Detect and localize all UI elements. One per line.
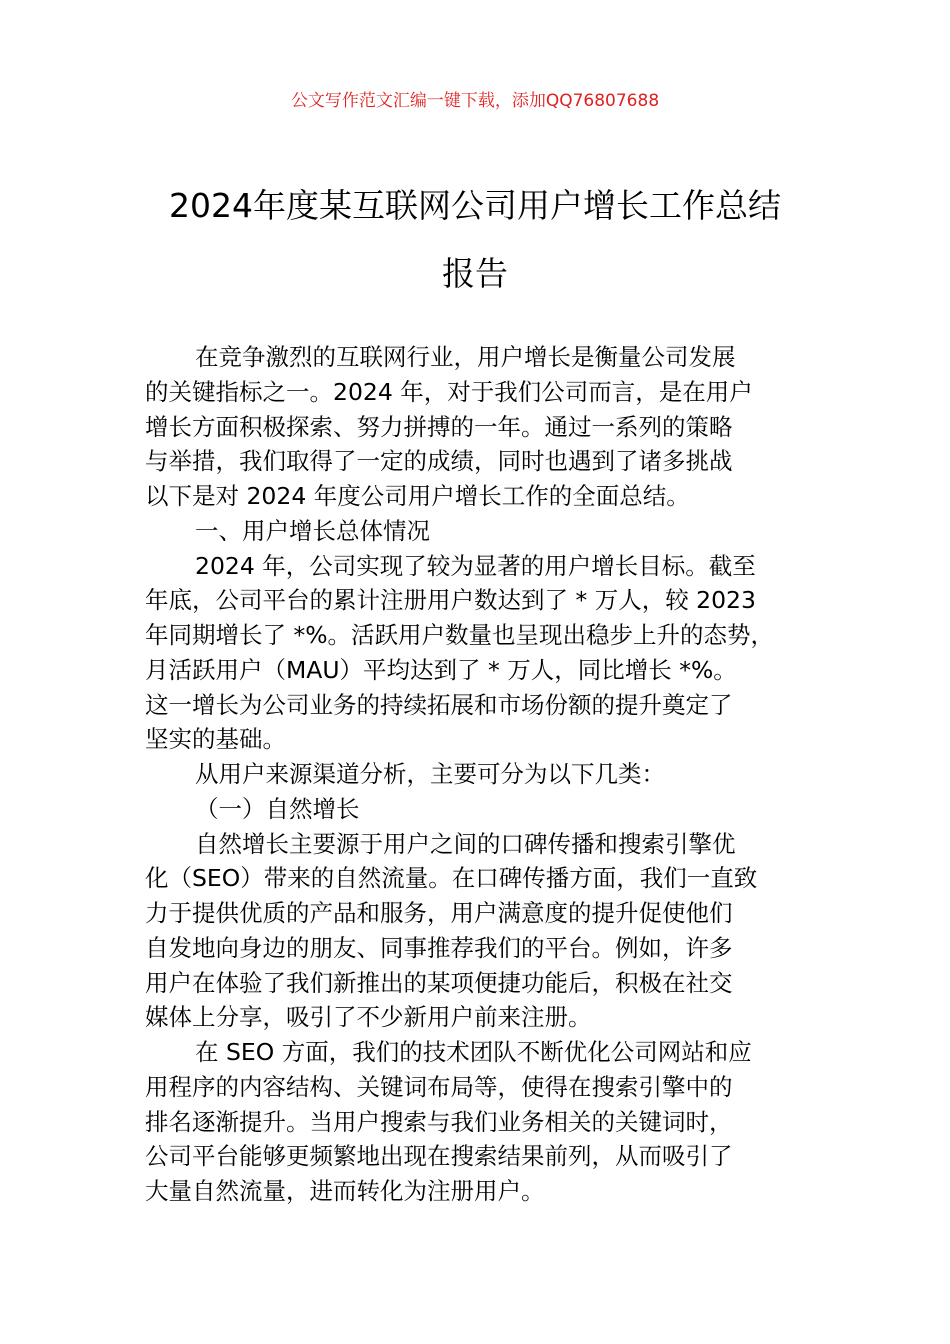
paragraph-line: 年底，公司平台的累计注册用户数达到了 * 万人，较 2023 bbox=[145, 586, 756, 615]
watermark-banner: 公文写作范文汇编一键下载，添加QQ76807688 bbox=[290, 91, 660, 111]
paragraph-line: 自然增长主要源于用户之间的口碑传播和搜索引擎优 bbox=[195, 829, 736, 858]
document-title: 2024年度某互联网公司用户增长工作总结 bbox=[169, 186, 781, 225]
paragraph-line: 自发地向身边的朋友、同事推荐我们的平台。例如，许多 bbox=[145, 933, 733, 962]
paragraph-line: 年同期增长了 *%。活跃用户数量也呈现出稳步上升的态势， bbox=[145, 621, 775, 649]
subsection-heading: （一）自然增长 bbox=[195, 794, 360, 823]
paragraph-line: 从用户来源渠道分析，主要可分为以下几类： bbox=[195, 760, 665, 788]
paragraph-line: 用程序的内容结构、关键词布局等，使得在搜索引擎中的 bbox=[145, 1072, 733, 1101]
paragraph-line: 2024 年，公司实现了较为显著的用户增长目标。截至 bbox=[195, 551, 756, 580]
paragraph-line: 月活跃用户（MAU）平均达到了 * 万人，同比增长 *%。 bbox=[145, 655, 737, 684]
paragraph-line: 坚实的基础。 bbox=[145, 725, 286, 754]
paragraph-line: 这一增长为公司业务的持续拓展和市场份额的提升奠定了 bbox=[145, 690, 733, 719]
document-body bbox=[145, 340, 815, 1209]
paragraph-line: 用户在体验了我们新推出的某项便捷功能后，积极在社交 bbox=[145, 968, 733, 997]
paragraph-line: 化（SEO）带来的自然流量。在口碑传播方面，我们一直致 bbox=[145, 864, 758, 893]
paragraph-line: 排名逐渐提升。当用户搜索与我们业务相关的关键词时， bbox=[145, 1107, 733, 1136]
paragraph-line: 增长方面积极探索、努力拼搏的一年。通过一系列的策略 bbox=[145, 412, 733, 441]
paragraph-line: 以下是对 2024 年度公司用户增长工作的全面总结。 bbox=[145, 482, 690, 510]
paragraph-line: 与举措，我们取得了一定的成绩，同时也遇到了诸多挑战 bbox=[145, 447, 733, 476]
paragraph-line: 的关键指标之一。2024 年，对于我们公司而言，是在用户 bbox=[145, 377, 753, 406]
section-heading: 一、用户增长总体情况 bbox=[195, 516, 430, 545]
document-title-continued: 报告 bbox=[442, 254, 508, 293]
paragraph-line: 在竞争激烈的互联网行业，用户增长是衡量公司发展 bbox=[195, 343, 736, 371]
paragraph-line: 力于提供优质的产品和服务，用户满意度的提升促使他们 bbox=[145, 899, 733, 927]
paragraph-line: 媒体上分享，吸引了不少新用户前来注册。 bbox=[145, 1003, 592, 1032]
paragraph-line: 大量自然流量，进而转化为注册用户。 bbox=[145, 1177, 545, 1205]
paragraph-line: 公司平台能够更频繁地出现在搜索结果前列，从而吸引了 bbox=[145, 1142, 733, 1171]
paragraph-line: 在 SEO 方面，我们的技术团队不断优化公司网站和应 bbox=[195, 1038, 752, 1066]
